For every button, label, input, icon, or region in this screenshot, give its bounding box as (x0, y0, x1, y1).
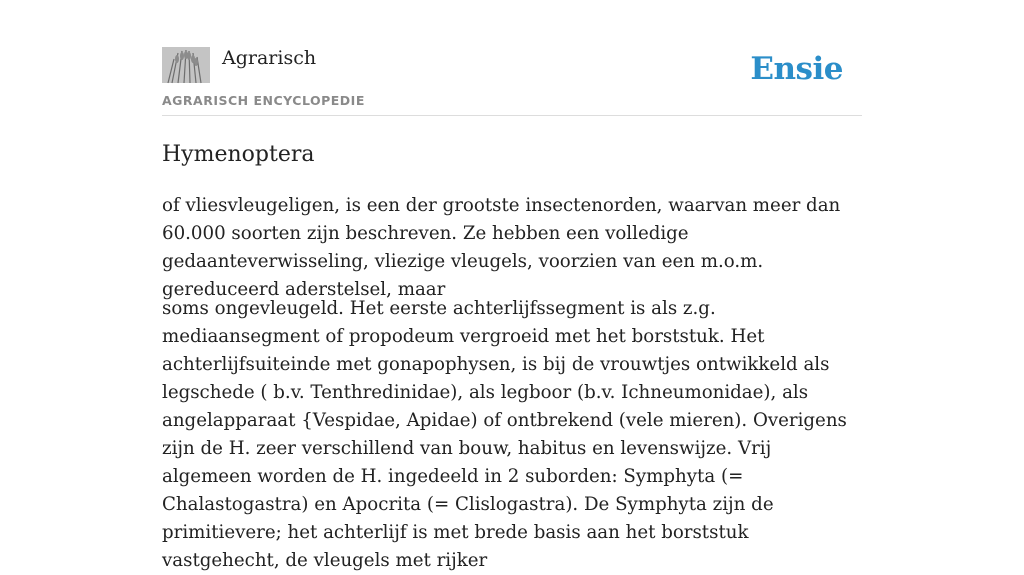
category-label[interactable]: Agrarisch (222, 47, 317, 69)
article-paragraph: soms ongevleugeld. Het eerste achterlijfssegment is als z.g. mediaansegment of propodeum vergroeid met het borststuk. Het achterlijfsuiteinde met gonapophysen, is bij de vrouwtjes ontwikkeld als legschede ( b.v. Tenthredinidae), als legboor (b.v. Ichneumonidae), als angelapparaat {Vespidae, Apidae) of ontbrekend (vele mieren). Overigens zijn de H. zeer verschillend van bouw, habitus en levenswijze. Vrij algemeen worden de H. ingedeeld in 2 suborden: Symphyta (= Chalastogastra) en Apocrita (= Clislogastra). De Symphyta zijn de primitievere; het achterlijf is met brede basis aan het borststuk vastgehecht, de vleugels met rijker (162, 298, 847, 571)
page (162, 0, 862, 571)
category-logo[interactable] (162, 47, 210, 83)
ensie-logo[interactable]: Ensie (750, 51, 843, 87)
wheat-image (162, 47, 210, 83)
encyclopedia-subtitle[interactable]: AGRARISCH ENCYCLOPEDIE (162, 93, 365, 108)
page-title: Hymenoptera (162, 142, 315, 167)
article-paragraph: of vliesvleugeligen, is een der grootste insectenorden, waarvan meer dan 60.000 soorten zijn beschreven. Ze hebben een volledige gedaanteverwisseling, vliezige vleugels, voorzien van een m.o.m. gereduceerd aderstelsel, maar (162, 195, 841, 300)
header (162, 0, 862, 116)
